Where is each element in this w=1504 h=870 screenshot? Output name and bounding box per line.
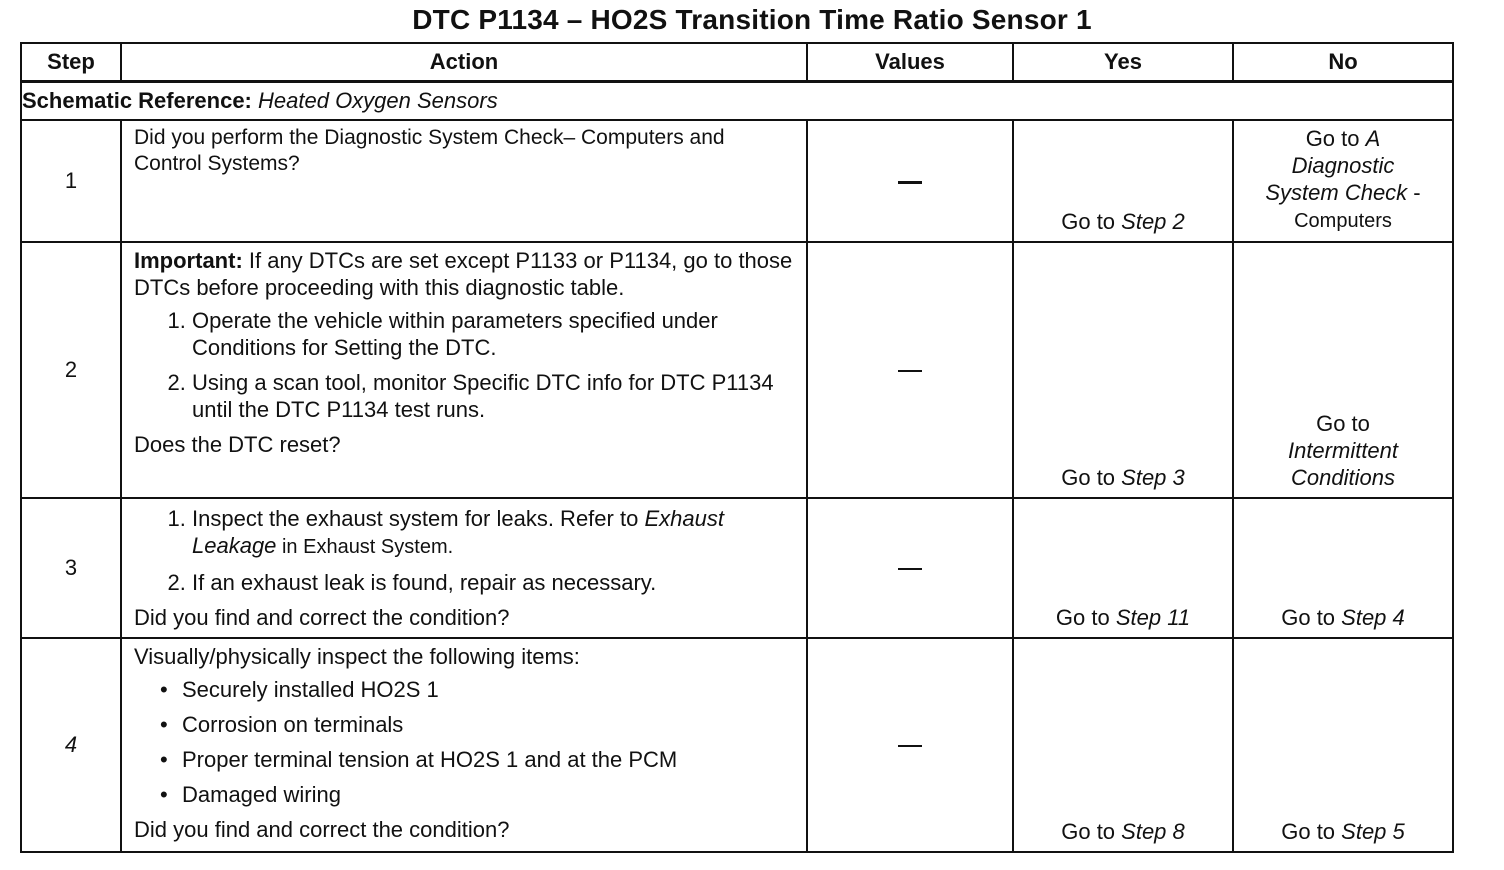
bullet-list [134, 676, 796, 808]
action-text: Did you perform the Diagnostic System Check– Computers and Control Systems? [134, 126, 725, 175]
list-item: 1. Operate the vehicle within parameters specified under Conditions for Setting the DTC. [192, 307, 796, 361]
no-link-conditions[interactable]: Conditions [1291, 465, 1395, 490]
value-dash [898, 370, 922, 372]
schematic-reference [21, 82, 1453, 121]
exhaust-leakage-link[interactable]: Exhaust Leakage [192, 506, 724, 558]
yes-link-step-2[interactable]: Step 2 [1121, 209, 1185, 234]
no-cell [1233, 498, 1453, 638]
important-text: If any DTCs are set except P1133 or P1134, go to those DTCs before proceeding with this diagnostic table. [134, 248, 793, 300]
action-cell [121, 242, 807, 498]
yes-link-step-3[interactable]: Step 3 [1121, 465, 1185, 490]
yes-prefix: Go to [1055, 605, 1116, 630]
header-no: No [1233, 43, 1453, 82]
values-cell [807, 638, 1013, 852]
step-number: 1 [21, 120, 121, 242]
no-suffix: - [1407, 180, 1421, 205]
no-link-intermittent[interactable]: Intermittent [1287, 438, 1399, 463]
list-item: • Corrosion on terminals [182, 711, 796, 738]
table-row [21, 638, 1453, 852]
item-text: Inspect the exhaust system for leaks. Refer to [192, 506, 645, 531]
yes-link-step-8[interactable]: Step 8 [1121, 819, 1185, 844]
value-dash [898, 568, 922, 570]
header-values: Values [807, 43, 1013, 82]
yes-cell [1013, 242, 1233, 498]
no-link-step-5[interactable]: Step 5 [1341, 819, 1405, 844]
yes-prefix: Go to [1061, 209, 1122, 234]
list-item: 2. Using a scan tool, monitor Specific DTC info for DTC P1134 until the DTC P1134 test runs. [192, 369, 796, 423]
list-item: 2. If an exhaust leak is found, repair as necessary. [192, 569, 796, 596]
values-cell [807, 120, 1013, 242]
values-cell [807, 498, 1013, 638]
table-row [21, 242, 1453, 498]
step-number: 4 [21, 638, 121, 852]
instruction-list [134, 505, 796, 596]
step-number: 2 [21, 242, 121, 498]
no-link-a[interactable]: A [1365, 126, 1381, 151]
question-text: Did you find and correct the condition? [134, 605, 510, 630]
no-cell [1233, 242, 1453, 498]
no-prefix: Go to [1281, 605, 1342, 630]
no-cell [1233, 120, 1453, 242]
no-prefix: Go to [1281, 819, 1342, 844]
yes-cell [1013, 120, 1233, 242]
list-item: • Proper terminal tension at HO2S 1 and at the PCM [182, 746, 796, 773]
no-line-computers: Computers [1294, 210, 1392, 232]
question-text: Does the DTC reset? [134, 432, 341, 457]
instruction-list [134, 307, 796, 423]
important-label: Important: [134, 248, 243, 273]
diagnostic-table [20, 42, 1454, 853]
page-title: DTC P1134 – HO2S Transition Time Ratio Sensor 1 [412, 4, 1092, 35]
header-yes: Yes [1013, 43, 1233, 82]
yes-cell [1013, 638, 1233, 852]
header-step: Step [21, 43, 121, 82]
action-cell [121, 498, 807, 638]
yes-prefix: Go to [1061, 465, 1122, 490]
table-row [21, 498, 1453, 638]
no-link-step-4[interactable]: Step 4 [1341, 605, 1405, 630]
action-cell [121, 120, 807, 242]
schematic-value: Heated Oxygen Sensors [258, 88, 498, 113]
no-prefix: Go to [1316, 411, 1370, 436]
values-cell [807, 242, 1013, 498]
yes-prefix: Go to [1061, 819, 1122, 844]
table-row [21, 120, 1453, 242]
list-item [192, 505, 796, 561]
header-action: Action [121, 43, 807, 82]
value-dash [898, 181, 922, 184]
no-prefix: Go to [1305, 126, 1366, 151]
header-row [21, 43, 1453, 82]
step-number: 3 [21, 498, 121, 638]
no-cell [1233, 638, 1453, 852]
list-item: • Securely installed HO2S 1 [182, 676, 796, 703]
value-dash [898, 745, 922, 747]
no-link-diagnostic[interactable]: Diagnostic [1291, 153, 1395, 178]
schematic-label: Schematic Reference: [22, 88, 252, 113]
yes-cell [1013, 498, 1233, 638]
important-note [134, 247, 796, 301]
list-item: • Damaged wiring [182, 781, 796, 808]
yes-link-step-11[interactable]: Step 11 [1115, 605, 1191, 630]
question-text: Did you find and correct the condition? [134, 817, 510, 842]
action-cell [121, 638, 807, 852]
schematic-reference-row [21, 82, 1453, 121]
no-link-system-check[interactable]: System Check [1265, 180, 1408, 205]
item-suffix: in Exhaust System. [276, 536, 454, 558]
intro-text: Visually/physically inspect the following items: [134, 644, 580, 669]
